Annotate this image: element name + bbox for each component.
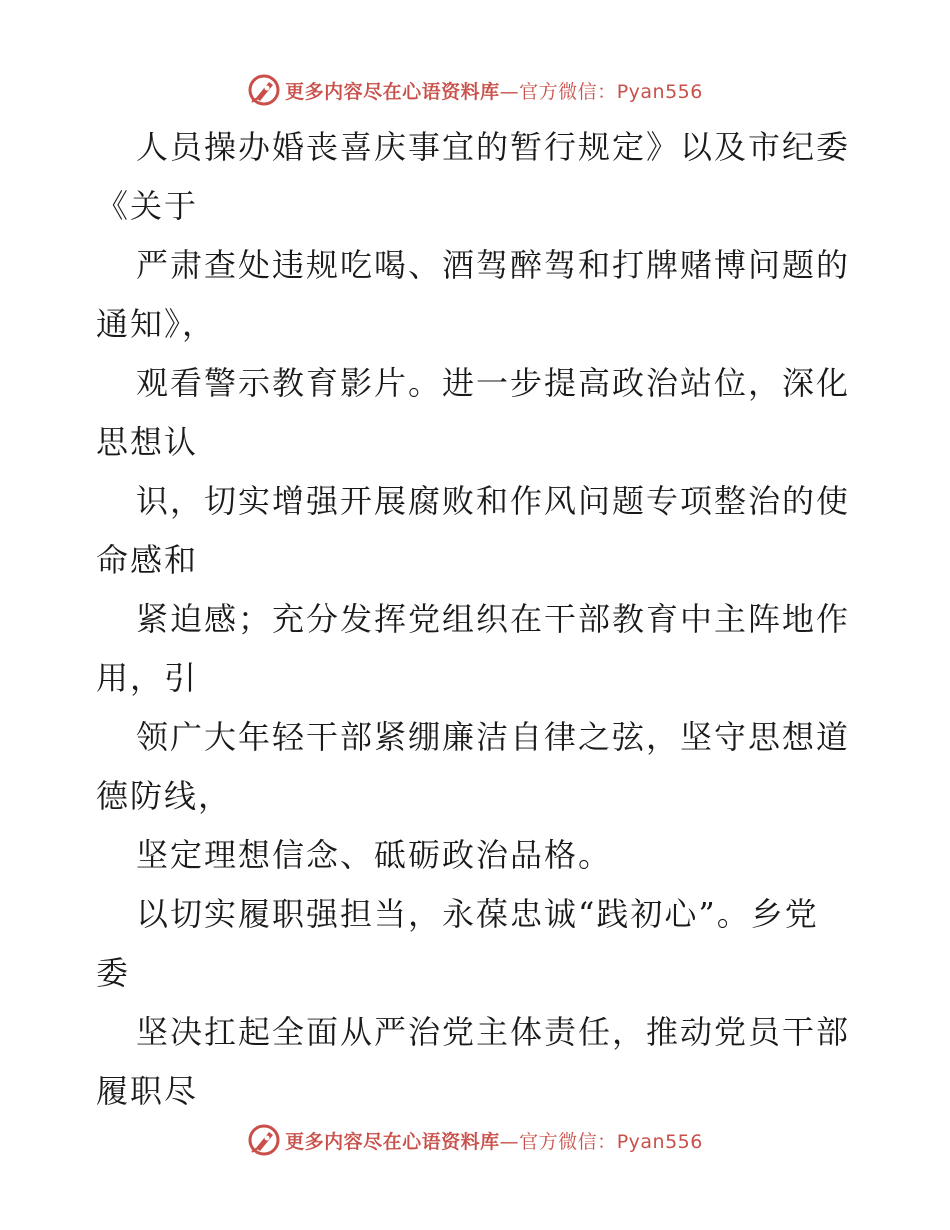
text-line: 坚定理想信念、砥砺政治品格。 <box>136 836 613 874</box>
pen-nib-circle-icon <box>247 1123 281 1157</box>
text-line: 坚决扛起全面从严治党主体责任，推动党员干部 <box>136 1013 851 1051</box>
header-watermark <box>0 70 950 110</box>
watermark-wechat-id: Pyan556 <box>616 1130 703 1153</box>
text-line: 《关于 <box>96 187 199 225</box>
text-line: 人员操办婚丧喜庆事宜的暂行规定》以及市纪委 <box>136 128 851 166</box>
text-line: 紧迫感；充分发挥党组织在干部教育中主阵地作 <box>136 600 851 638</box>
watermark-wechat-label: 官方微信： <box>519 1130 617 1153</box>
watermark-lead: 更多内容尽在心语资料库 <box>285 80 500 103</box>
watermark-text <box>285 77 703 104</box>
watermark-dash: — <box>499 1130 520 1153</box>
pen-nib-circle-icon <box>247 73 281 107</box>
text-line: 德防线， <box>96 777 233 815</box>
text-line: 通知》， <box>96 305 217 343</box>
text-line: 严肃查处违规吃喝、酒驾醉驾和打牌赌博问题的 <box>136 246 851 284</box>
watermark-lead: 更多内容尽在心语资料库 <box>285 1130 500 1153</box>
text-line: 识，切实增强开展腐败和作风问题专项整治的使 <box>136 482 851 520</box>
watermark-dash: — <box>499 80 520 103</box>
watermark-wechat-label: 官方微信： <box>519 80 617 103</box>
text-line: 命感和 <box>96 541 199 579</box>
text-line: 用，引 <box>96 659 199 697</box>
text-line: 履职尽 <box>96 1072 199 1110</box>
text-line: 以切实履职强担当，永葆忠诚“践初心”。乡党 <box>136 895 819 933</box>
text-line: 领广大年轻干部紧绷廉洁自律之弦，坚守思想道 <box>136 718 851 756</box>
watermark-wechat-id: Pyan556 <box>616 80 703 103</box>
watermark-text <box>285 1127 703 1154</box>
document-body <box>96 118 856 1121</box>
text-line: 委 <box>96 954 131 992</box>
footer-watermark <box>0 1120 950 1160</box>
text-line: 观看警示教育影片。进一步提高政治站位，深化 <box>136 364 851 402</box>
text-line: 思想认 <box>96 423 199 461</box>
